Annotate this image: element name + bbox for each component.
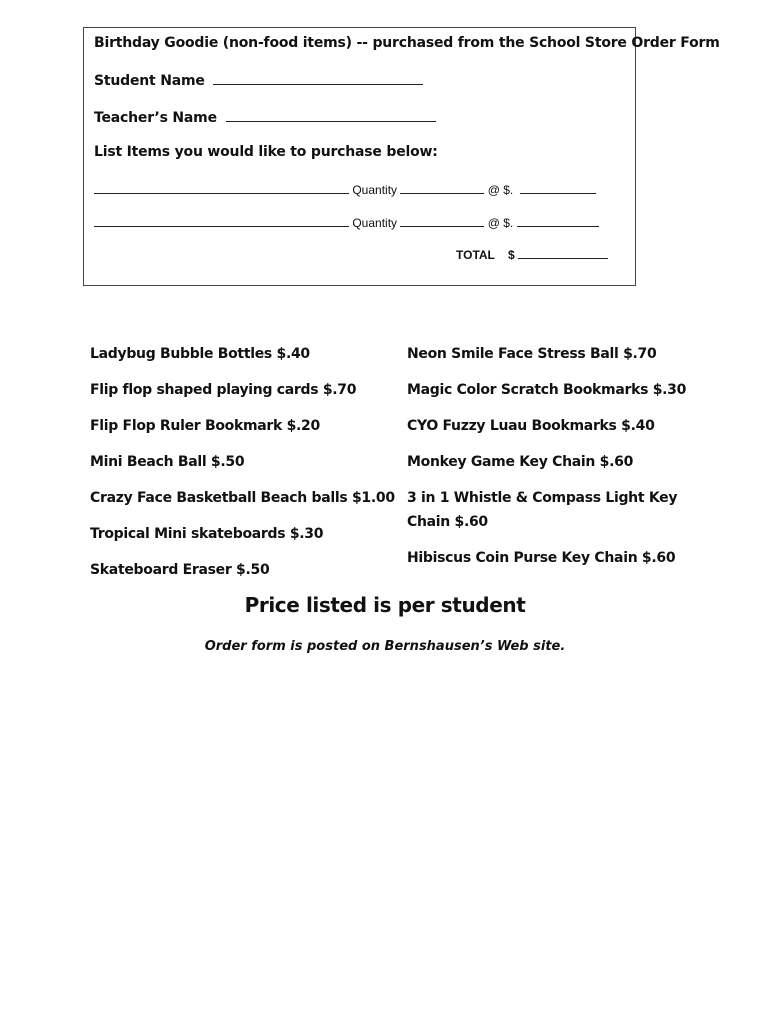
price-label-1: @ $. xyxy=(487,183,514,197)
product-item: Ladybug Bubble Bottles $.40 xyxy=(90,346,310,362)
product-item: Flip Flop Ruler Bookmark $.20 xyxy=(90,418,320,434)
student-name-row xyxy=(94,71,423,89)
product-item: CYO Fuzzy Luau Bookmarks $.40 xyxy=(407,418,655,434)
product-item: Magic Color Scratch Bookmarks $.30 xyxy=(407,382,687,398)
quantity-field-2[interactable] xyxy=(400,213,484,227)
total-row xyxy=(456,245,608,262)
price-note: Price listed is per student xyxy=(244,593,526,617)
quantity-field-1[interactable] xyxy=(400,180,484,194)
product-item: Hibiscus Coin Purse Key Chain $.60 xyxy=(407,550,676,566)
product-item: Skateboard Eraser $.50 xyxy=(90,562,270,578)
price-field-2[interactable] xyxy=(517,213,599,227)
posted-note: Order form is posted on Bernshausen’s Web site. xyxy=(204,639,566,654)
product-item: Tropical Mini skateboards $.30 xyxy=(90,526,324,542)
price-field-1[interactable] xyxy=(520,180,596,194)
teacher-name-label: Teacher’s Name xyxy=(94,110,217,126)
quantity-label-1: Quantity xyxy=(352,183,398,197)
total-currency: $ xyxy=(508,248,515,262)
student-name-field[interactable] xyxy=(213,71,423,85)
student-name-label: Student Name xyxy=(94,73,205,89)
price-label-2: @ $. xyxy=(487,216,514,230)
total-label: TOTAL xyxy=(456,248,495,262)
order-line-2 xyxy=(94,213,599,230)
form-title: Birthday Goodie (non-food items) -- purchased from the School Store Order Form xyxy=(94,35,720,51)
order-form-box xyxy=(83,27,720,286)
teacher-name-field[interactable] xyxy=(226,108,436,122)
quantity-label-2: Quantity xyxy=(352,216,398,230)
teacher-name-row xyxy=(94,108,436,126)
list-prompt: List Items you would like to purchase below: xyxy=(94,144,438,160)
order-line-1 xyxy=(94,180,596,197)
product-item: Flip flop shaped playing cards $.70 xyxy=(90,382,357,398)
product-item: Mini Beach Ball $.50 xyxy=(90,454,245,470)
item-name-field-2[interactable] xyxy=(94,213,349,227)
product-item: 3 in 1 Whistle & Compass Light Key Chain $.60 xyxy=(407,490,678,530)
total-field[interactable] xyxy=(518,245,608,259)
product-item: Crazy Face Basketball Beach balls $1.00 xyxy=(90,490,395,506)
item-name-field-1[interactable] xyxy=(94,180,349,194)
product-item: Neon Smile Face Stress Ball $.70 xyxy=(407,346,657,362)
product-item: Monkey Game Key Chain $.60 xyxy=(407,454,634,470)
